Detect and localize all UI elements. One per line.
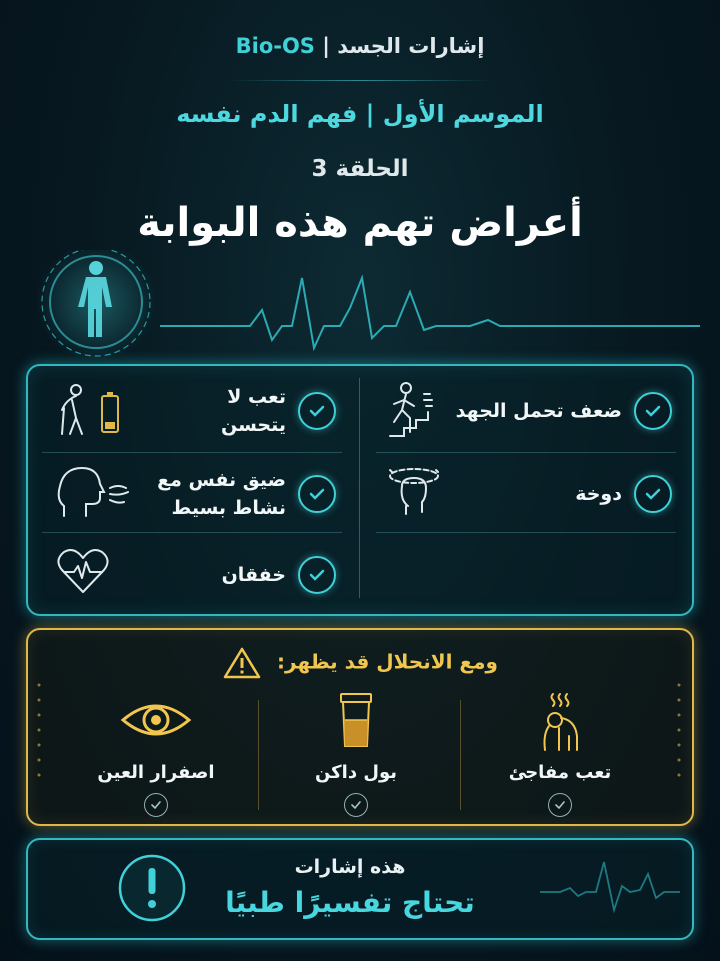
check-icon <box>548 793 572 817</box>
tired-elder-low-battery-icon <box>54 380 126 440</box>
season-title: الموسم الأول | فهم الدم نفسه <box>176 100 544 128</box>
brand-name: Bio-OS <box>235 34 315 58</box>
check-icon <box>634 392 672 430</box>
decorative-dots-icon <box>36 680 42 790</box>
human-hologram-icon <box>36 250 156 362</box>
row-divider <box>376 532 676 533</box>
dark-urine-cup-icon <box>331 690 381 752</box>
hero-illustration <box>0 250 720 362</box>
decline-item <box>470 690 650 817</box>
symptom-item <box>156 540 336 610</box>
symptom-label: دوخة <box>575 483 622 505</box>
row-divider <box>42 452 342 453</box>
ecg-line-icon <box>160 278 700 348</box>
climbing-stairs-icon <box>386 380 438 440</box>
warning-icon <box>222 646 262 680</box>
header-separator: | <box>314 34 338 58</box>
ecg-line-icon <box>540 850 680 920</box>
heart-pulse-icon <box>56 546 110 596</box>
series-title: إشارات الجسد <box>337 34 485 58</box>
decorative-dots-icon <box>676 680 682 790</box>
column-divider <box>359 378 360 598</box>
conclusion-line-1: هذه إشارات <box>294 856 406 878</box>
page-title: أعراض تهم هذه البوابة <box>137 200 583 246</box>
exclamation-icon <box>116 852 188 924</box>
decline-label: تعب مفاجئ <box>508 762 612 783</box>
check-icon <box>298 392 336 430</box>
row-divider <box>376 452 676 453</box>
decline-item <box>66 690 246 817</box>
symptom-item <box>456 376 672 446</box>
column-divider <box>460 700 461 810</box>
decline-title: ومع الانحلال قد يظهر: <box>277 649 498 674</box>
symptom-label: تعب لا يتحسن <box>220 386 286 436</box>
symptom-item <box>156 459 336 529</box>
check-icon <box>634 475 672 513</box>
decline-label: بول داكن <box>314 762 397 783</box>
brand-header <box>0 34 720 58</box>
decline-label: اصفرار العين <box>97 762 215 783</box>
header-divider <box>230 80 490 81</box>
check-icon <box>144 793 168 817</box>
breathing-head-icon <box>54 462 134 522</box>
decline-title-row <box>0 646 720 680</box>
decline-item <box>266 690 446 817</box>
check-icon <box>298 556 336 594</box>
sudden-fatigue-icon <box>535 690 585 752</box>
symptom-item <box>575 459 672 529</box>
symptom-label: ضيق نفس مع نشاط بسيط <box>157 469 286 519</box>
yellow-eye-icon <box>119 690 193 752</box>
check-icon <box>344 793 368 817</box>
dizzy-head-icon <box>384 462 444 522</box>
conclusion-line-2: تحتاج تفسيرًا طبيًا <box>225 886 475 919</box>
symptom-label: خفقان <box>221 564 286 586</box>
row-divider <box>42 532 342 533</box>
symptom-label: ضعف تحمل الجهد <box>455 400 622 422</box>
symptom-item <box>156 376 336 446</box>
column-divider <box>258 700 259 810</box>
check-icon <box>298 475 336 513</box>
episode-number: الحلقة 3 <box>311 156 409 182</box>
